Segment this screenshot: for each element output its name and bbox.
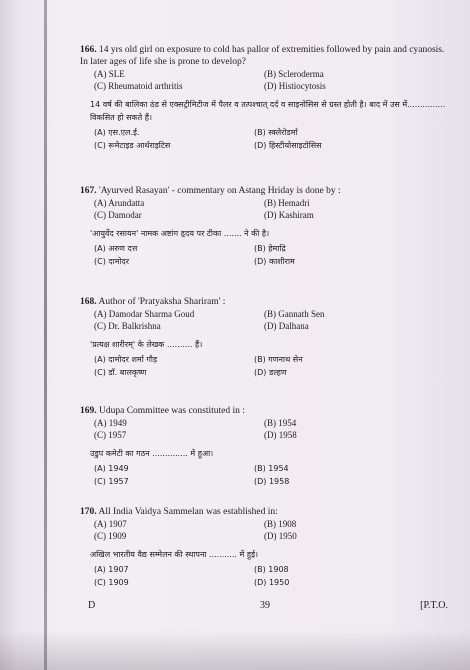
question-stem: 'Ayurved Rasayan' - commentary on Astang Hriday is done by : <box>99 186 341 196</box>
option-b: (B) 1908 <box>264 519 297 529</box>
question-stem: All India Vaidya Sammelan was established in: <box>98 507 278 517</box>
question-166 <box>80 44 450 152</box>
question-167 <box>80 185 450 268</box>
option-c: (C) Dr. Balkrishna <box>94 320 161 331</box>
question-number: 166. <box>80 45 97 55</box>
option-d: (D) Histiocytosis <box>264 80 326 91</box>
option-c: (C) Damodar <box>94 209 142 220</box>
question-168 <box>80 296 450 379</box>
hindi-stem: 14 वर्ष की बालिका ठंड से एक्सट्रीमिटीज में पैलर व तत्पश्चात् दर्द व साइनोसिस से ग्रस्त होती है। बाद में उस में............... विकसित हो सकते हैं। <box>90 100 446 122</box>
option-a: (A) 1907 <box>94 519 127 529</box>
hindi-option-b: (B) स्क्लेरोडर्मा <box>254 128 298 137</box>
option-d: (D) Dalhana <box>264 320 309 331</box>
hindi-option-b: (B) गणनाथ सेन <box>254 355 303 364</box>
hindi-stem: 'प्रत्यक्ष शारीरम्' के लेखक .......... हैं। <box>90 340 203 349</box>
hindi-option-d: (D) काशीराम <box>254 257 295 266</box>
option-d: (D) 1958 <box>264 429 297 440</box>
hindi-options <box>80 242 450 268</box>
hindi-options <box>80 353 450 379</box>
options <box>80 69 450 92</box>
hindi-stem: 'आयुर्वेद रसायन' नामक अष्टांग हृदय पर टीका ....... ने की है। <box>90 229 270 238</box>
hindi-option-b: (B) 1954 <box>254 464 289 473</box>
hindi-option-a: (A) एस.एल.ई. <box>94 128 140 137</box>
question-number: 170. <box>80 507 97 517</box>
hindi-stem: अखिल भारतीय वैद्य सम्मेलन की स्थापना ........... में हुई। <box>90 550 259 559</box>
hindi-option-c: (C) 1957 <box>94 477 129 486</box>
option-a: (A) Arundatta <box>94 198 145 208</box>
hindi-option-d: (D) डल्हण <box>254 368 287 377</box>
options <box>80 418 450 441</box>
options <box>80 519 450 542</box>
option-c: (C) Rheumatoid arthritis <box>94 80 183 91</box>
question-stem: Author of 'Pratyaksha Shariram' : <box>98 297 226 307</box>
question-stem: Udupa Committee was constituted in : <box>99 406 245 416</box>
hindi-option-d: (D) हिस्टीयोसाइटोसिस <box>254 141 322 150</box>
option-a: (A) Damodar Sharma Goud <box>94 309 195 319</box>
option-a: (A) SLE <box>94 69 125 79</box>
options <box>80 198 450 221</box>
question-number: 169. <box>80 406 97 416</box>
question-stem: 14 yrs old girl on exposure to cold has pallor of extremities followed by pain and cyanosis. In later ages of life she is prone to develop? <box>80 45 445 67</box>
hindi-option-b: (B) 1908 <box>254 565 289 574</box>
page-number: 39 <box>260 600 270 611</box>
hindi-option-d: (D) 1958 <box>254 477 290 486</box>
hindi-option-c: (C) 1909 <box>94 578 129 587</box>
question-number: 167. <box>80 186 97 196</box>
options <box>80 309 450 332</box>
scan-shadow <box>0 630 470 670</box>
option-a: (A) 1949 <box>94 418 127 428</box>
option-c: (C) 1909 <box>94 530 127 541</box>
question-number: 168. <box>80 297 97 307</box>
hindi-option-a: (A) 1907 <box>94 565 129 574</box>
hindi-options <box>80 462 450 488</box>
hindi-option-c: (C) डॉ. बालकृष्ण <box>94 368 147 377</box>
option-d: (D) Kashiram <box>264 209 314 220</box>
hindi-option-a: (A) 1949 <box>94 464 129 473</box>
pto-label: [P.T.O. <box>420 600 448 611</box>
hindi-option-c: (C) दामोदर <box>94 257 130 266</box>
hindi-options <box>80 563 450 589</box>
booklet-series: D <box>88 600 96 611</box>
hindi-option-a: (A) अरुण दत्त <box>94 244 138 253</box>
hindi-option-c: (C) रूमेटाइड आर्थराइटिस <box>94 141 171 150</box>
hindi-options <box>80 126 450 152</box>
option-b: (B) Hemadri <box>264 198 310 208</box>
hindi-option-a: (A) दामोदर शर्मा गौड़ <box>94 355 158 364</box>
hindi-stem: उडुप कमेटी का गठन .............. में हुआ। <box>90 449 214 458</box>
hindi-option-b: (B) हेमाद्रि <box>254 244 286 253</box>
question-170 <box>80 506 450 589</box>
option-b: (B) 1954 <box>264 418 297 428</box>
hindi-option-d: (D) 1950 <box>254 578 290 587</box>
option-b: (B) Gannath Sen <box>264 309 325 319</box>
option-c: (C) 1957 <box>94 429 127 440</box>
option-d: (D) 1950 <box>264 530 297 541</box>
binding-spine <box>44 0 47 670</box>
question-169 <box>80 405 450 488</box>
option-b: (B) Scleroderma <box>264 69 324 79</box>
